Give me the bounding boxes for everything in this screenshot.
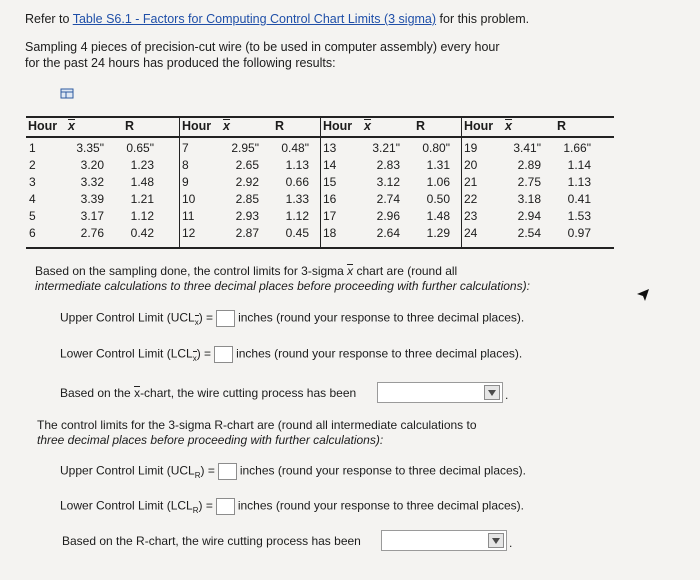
xbar-symbol-2: x — [134, 386, 141, 400]
cell-hour: 9 — [182, 175, 189, 189]
cell-range: 1.48 — [426, 209, 450, 223]
cell-range: 1.13 — [567, 175, 591, 189]
cell-range: 1.14 — [567, 158, 591, 172]
cell-hour: 4 — [29, 192, 36, 206]
lcl-r-input[interactable] — [216, 498, 235, 515]
header-xbar — [223, 119, 230, 133]
header-xbar — [364, 119, 371, 133]
cell-hour: 12 — [182, 226, 196, 240]
rchart-ucl-row — [60, 463, 526, 483]
intro-text — [25, 12, 529, 26]
chevron-down-icon[interactable] — [488, 533, 504, 548]
cell-range: 1.66" — [563, 141, 591, 155]
xchart-based-label: Based on the — [60, 386, 135, 400]
header-xbar — [505, 119, 512, 133]
cell-range: 1.13 — [285, 158, 309, 172]
rchart-lcl-row — [60, 498, 524, 518]
lcl-x-subscript: x — [193, 351, 197, 366]
column-separator — [179, 116, 180, 249]
xchart-intro-text: Based on the sampling done, the control limits for 3-sigma — [35, 264, 348, 278]
header-hour: Hour — [182, 119, 212, 133]
problem-line-1: Sampling 4 pieces of precision-cut wire (to be used in computer assembly) every hour — [25, 40, 500, 54]
header-hour: Hour — [28, 119, 58, 133]
cell-xbar: 3.39 — [80, 192, 104, 206]
ucl-r-input[interactable] — [218, 463, 237, 480]
lcl-x-label: Lower Control Limit (LCL — [60, 346, 193, 361]
cell-xbar: 3.32 — [80, 175, 104, 189]
xchart-process-dropdown[interactable] — [377, 382, 503, 403]
ucl-x-input[interactable] — [216, 310, 235, 327]
ucl-r-label: Upper Control Limit (UCL — [60, 463, 195, 478]
cell-hour: 15 — [323, 175, 337, 189]
cell-xbar: 2.54 — [517, 226, 541, 240]
cell-range: 1.48 — [130, 175, 154, 189]
cell-range: 0.45 — [285, 226, 309, 240]
problem-line-2: for the past 24 hours has produced the following results: — [25, 56, 336, 70]
cell-range: 1.12 — [285, 209, 309, 223]
cell-hour: 23 — [464, 209, 478, 223]
cell-hour: 13 — [323, 141, 337, 155]
cell-hour: 1 — [29, 141, 36, 155]
cell-range: 1.12 — [130, 209, 154, 223]
cell-hour: 11 — [182, 209, 195, 223]
xchart-based-row — [60, 386, 356, 401]
cell-hour: 2 — [29, 158, 36, 172]
xbar-symbol: x — [223, 119, 230, 133]
lcl-r-subscript: R — [192, 506, 199, 516]
xchart-intro-line2: intermediate calculations to three decimal places before proceeding with further calculations): — [35, 279, 530, 293]
rchart-based-row — [62, 534, 361, 549]
cell-range: 0.65" — [126, 141, 154, 155]
wire-data-table — [26, 116, 614, 249]
cell-range: 0.97 — [567, 226, 591, 240]
lcl-r-suffix: inches (round your response to three decimal places). — [237, 498, 524, 513]
xchart-lcl-row — [60, 346, 522, 366]
cell-range: 1.21 — [130, 192, 154, 206]
cell-range: 1.33 — [285, 192, 309, 206]
cell-xbar: 2.95" — [231, 141, 259, 155]
cell-hour: 6 — [29, 226, 36, 240]
ucl-x-equals: ) = — [198, 310, 214, 325]
header-range: R — [416, 119, 426, 133]
ucl-r-equals: ) = — [200, 463, 215, 478]
cell-hour: 22 — [464, 192, 478, 206]
ucl-x-subscript: x — [195, 315, 199, 330]
header-hour: Hour — [464, 119, 494, 133]
cell-hour: 18 — [323, 226, 337, 240]
ucl-r-suffix: inches (round your response to three decimal places). — [239, 463, 526, 478]
cell-hour: 14 — [323, 158, 337, 172]
cell-hour: 10 — [182, 192, 196, 206]
data-table-icon[interactable] — [60, 88, 74, 100]
cell-hour: 5 — [29, 209, 36, 223]
cell-xbar: 2.64 — [376, 226, 400, 240]
header-range: R — [557, 119, 567, 133]
rchart-intro-line2: three decimal places before proceeding with further calculations): — [37, 433, 384, 447]
cell-xbar: 2.83 — [376, 158, 400, 172]
header-range: R — [275, 119, 285, 133]
cell-xbar: 2.93 — [235, 209, 259, 223]
column-separator — [320, 116, 321, 249]
rchart-intro-line1: The control limits for the 3-sigma R-chart are (round all intermediate calculations to — [37, 418, 477, 432]
cell-hour: 24 — [464, 226, 478, 240]
cell-xbar: 3.20 — [80, 158, 104, 172]
xchart-intro-tail: chart are (round all — [353, 264, 458, 278]
xbar-symbol: x — [68, 119, 75, 133]
rchart-period: . — [509, 536, 513, 550]
cell-range: 1.06 — [426, 175, 450, 189]
intro-suffix: for this problem. — [436, 12, 530, 26]
rchart-intro — [37, 418, 597, 448]
cell-xbar: 2.96 — [376, 209, 400, 223]
cell-xbar: 3.17 — [80, 209, 104, 223]
header-range: R — [125, 119, 135, 133]
cell-range: 0.80" — [422, 141, 450, 155]
rchart-based-label: Based on the R-chart, the wire cutting process has been — [62, 534, 361, 548]
ucl-r-subscript: R — [194, 471, 201, 481]
cell-xbar: 2.89 — [517, 158, 541, 172]
cell-xbar: 2.65 — [235, 158, 259, 172]
intro-prefix: Refer to — [25, 12, 73, 26]
xchart-based-tail: -chart, the wire cutting process has been — [140, 386, 357, 400]
cell-range: 1.23 — [130, 158, 154, 172]
cell-range: 1.29 — [426, 226, 450, 240]
header-hour: Hour — [323, 119, 353, 133]
ucl-x-suffix: inches (round your response to three decimal places). — [238, 310, 525, 325]
cell-xbar: 2.74 — [376, 192, 400, 206]
cell-xbar: 2.94 — [517, 209, 541, 223]
cell-xbar: 3.21" — [372, 141, 400, 155]
cell-hour: 19 — [464, 141, 478, 155]
cell-hour: 21 — [464, 175, 478, 189]
xbar-symbol: x — [347, 264, 354, 278]
cell-xbar: 3.12 — [376, 175, 400, 189]
cell-range: 0.42 — [130, 226, 154, 240]
cell-xbar: 2.87 — [235, 226, 259, 240]
lcl-x-input[interactable] — [214, 346, 233, 363]
rchart-process-dropdown[interactable] — [381, 530, 507, 551]
cell-xbar: 2.92 — [235, 175, 259, 189]
cell-range: 1.53 — [567, 209, 591, 223]
ucl-x-label: Upper Control Limit (UCL — [60, 310, 195, 325]
cell-range: 1.31 — [426, 158, 450, 172]
lcl-r-label: Lower Control Limit (LCL — [60, 498, 193, 513]
cell-hour: 8 — [182, 158, 189, 172]
cell-hour: 7 — [182, 141, 189, 155]
cell-xbar: 2.76 — [80, 226, 104, 240]
cell-xbar: 2.85 — [235, 192, 259, 206]
mouse-pointer-icon — [636, 288, 650, 302]
xchart-intro — [35, 264, 595, 294]
cell-xbar: 3.35" — [76, 141, 104, 155]
cell-range: 0.66 — [285, 175, 309, 189]
cell-range: 0.50 — [426, 192, 450, 206]
cell-xbar: 2.75 — [517, 175, 541, 189]
lcl-x-equals: ) = — [196, 346, 212, 361]
problem-statement — [25, 39, 545, 71]
cell-range: 0.48" — [281, 141, 309, 155]
xchart-period: . — [505, 388, 509, 402]
chevron-down-icon[interactable] — [484, 385, 500, 400]
lcl-r-equals: ) = — [198, 498, 213, 513]
header-xbar — [68, 119, 75, 133]
cell-hour: 16 — [323, 192, 337, 206]
cell-xbar: 3.41" — [513, 141, 541, 155]
cell-range: 0.41 — [567, 192, 591, 206]
xchart-ucl-row — [60, 310, 524, 330]
column-separator — [461, 116, 462, 249]
xbar-symbol: x — [364, 119, 371, 133]
cell-hour: 20 — [464, 158, 478, 172]
cell-hour: 17 — [323, 209, 337, 223]
lcl-x-suffix: inches (round your response to three decimal places). — [236, 346, 523, 361]
cell-xbar: 3.18 — [517, 192, 541, 206]
xbar-symbol: x — [505, 119, 512, 133]
cell-hour: 3 — [29, 175, 36, 189]
table-s61-link[interactable]: Table S6.1 - Factors for Computing Control Chart Limits (3 sigma) — [72, 12, 437, 26]
